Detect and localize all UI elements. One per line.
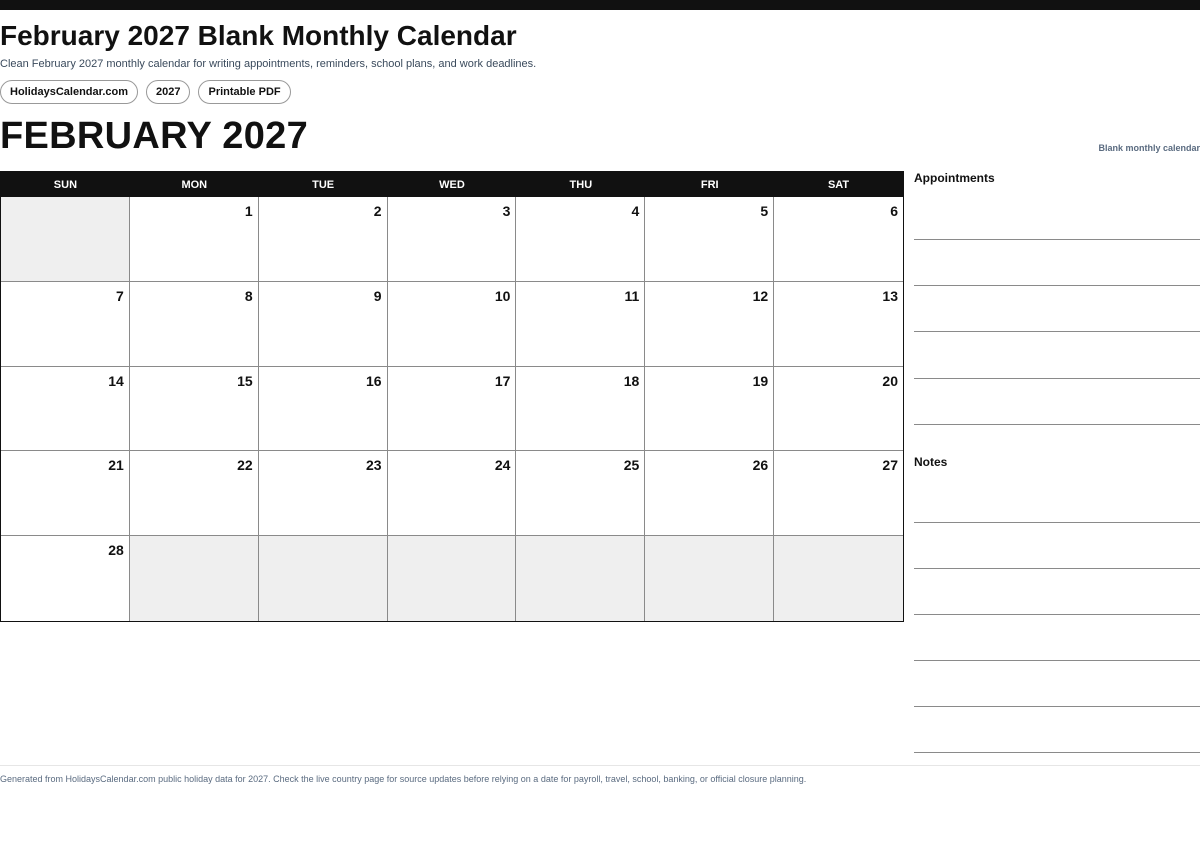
weekday-fri: FRI: [700, 179, 719, 191]
day-cell[interactable]: [1, 451, 130, 536]
day-cell[interactable]: [388, 367, 517, 452]
day-number: 18: [623, 372, 640, 389]
day-grid: [0, 197, 904, 622]
appointment-line[interactable]: [914, 378, 1200, 379]
day-cell[interactable]: [774, 197, 903, 282]
day-cell[interactable]: [130, 282, 259, 367]
day-cell[interactable]: [1, 282, 130, 367]
day-number: 22: [237, 457, 253, 474]
day-number: 26: [752, 457, 769, 474]
day-cell[interactable]: [516, 197, 645, 282]
appointment-line[interactable]: [914, 285, 1200, 286]
day-cell[interactable]: [516, 282, 645, 367]
day-number: 20: [882, 372, 898, 389]
day-cell[interactable]: [388, 282, 517, 367]
day-number: 1: [244, 203, 253, 219]
notes-line[interactable]: [914, 660, 1200, 661]
day-cell[interactable]: [1, 536, 130, 621]
weekday-sat: SAT: [827, 179, 850, 191]
empty-day-cell: [1, 197, 130, 282]
day-number: 15: [237, 372, 253, 389]
day-cell[interactable]: [516, 451, 645, 536]
day-number: 9: [373, 287, 382, 304]
footer-divider: [0, 765, 1200, 766]
footer-note: Generated from HolidaysCalendar.com public holiday data for 2027. Check the live country page for source updates before relying on a date for payroll, travel, school, banking, or official closure planning.: [0, 774, 807, 784]
empty-day-cell: [388, 536, 517, 621]
day-number: 27: [882, 457, 898, 474]
empty-day-cell: [645, 536, 774, 621]
appointment-line[interactable]: [914, 239, 1200, 240]
day-number: 5: [760, 203, 769, 219]
day-number: 6: [890, 203, 898, 219]
day-cell[interactable]: [1, 367, 130, 452]
empty-day-cell: [516, 536, 645, 621]
day-cell[interactable]: [130, 451, 259, 536]
weekday-header-row: [0, 171, 904, 197]
weekday-sun: SUN: [53, 179, 78, 191]
empty-day-cell: [130, 536, 259, 621]
weekday-wed: WED: [439, 179, 465, 191]
day-number: 14: [108, 372, 124, 389]
day-cell[interactable]: [130, 197, 259, 282]
day-number: 10: [494, 287, 511, 304]
day-number: 13: [882, 287, 898, 304]
day-cell[interactable]: [388, 197, 517, 282]
notes-line[interactable]: [914, 752, 1200, 753]
empty-day-cell: [774, 536, 903, 621]
day-cell[interactable]: [645, 367, 774, 452]
day-cell[interactable]: [645, 197, 774, 282]
weekday-tue: TUE: [312, 179, 335, 191]
page-subtitle: Clean February 2027 monthly calendar for writing appointments, reminders, school plans, and work deadlines.: [0, 58, 537, 70]
day-number: 12: [752, 287, 769, 304]
day-cell[interactable]: [388, 451, 517, 536]
tag-year-link[interactable]: 2027: [146, 80, 190, 104]
top-bar: [0, 0, 1200, 10]
day-cell[interactable]: [259, 197, 388, 282]
month-heading: FEBRUARY 2027: [0, 115, 309, 157]
day-number: 8: [244, 287, 253, 304]
day-number: 11: [624, 287, 640, 304]
day-number: 3: [502, 203, 511, 219]
day-cell[interactable]: [259, 282, 388, 367]
appointment-line[interactable]: [914, 424, 1200, 425]
calendar-caption: Blank monthly calendar: [1098, 143, 1200, 153]
tag-list: [0, 80, 291, 104]
day-number: 4: [631, 203, 640, 219]
day-cell[interactable]: [774, 282, 903, 367]
day-number: 7: [116, 287, 124, 304]
day-cell[interactable]: [259, 367, 388, 452]
day-number: 21: [108, 457, 124, 474]
notes-line[interactable]: [914, 706, 1200, 707]
day-cell[interactable]: [774, 451, 903, 536]
appointments-heading: Appointments: [914, 171, 995, 185]
day-number: 16: [365, 372, 382, 389]
weekday-thu: THU: [569, 179, 593, 191]
day-number: 28: [108, 542, 124, 559]
day-cell[interactable]: [645, 282, 774, 367]
page-title: February 2027 Blank Monthly Calendar: [0, 20, 517, 51]
notes-line[interactable]: [914, 614, 1200, 615]
tag-site-link[interactable]: HolidaysCalendar.com: [0, 80, 138, 104]
month-calendar: [0, 171, 904, 622]
day-number: 25: [623, 457, 640, 474]
day-cell[interactable]: [516, 367, 645, 452]
day-number: 24: [494, 457, 511, 474]
day-cell[interactable]: [130, 367, 259, 452]
notes-line[interactable]: [914, 568, 1200, 569]
empty-day-cell: [259, 536, 388, 621]
day-number: 19: [752, 372, 769, 389]
appointment-line[interactable]: [914, 331, 1200, 332]
day-cell[interactable]: [774, 367, 903, 452]
day-number: 17: [494, 372, 511, 389]
day-number: 23: [365, 457, 382, 474]
day-cell[interactable]: [645, 451, 774, 536]
day-number: 2: [373, 203, 382, 219]
weekday-mon: MON: [181, 179, 208, 191]
notes-heading: Notes: [914, 455, 948, 469]
day-cell[interactable]: [259, 451, 388, 536]
notes-line[interactable]: [914, 522, 1200, 523]
tag-printable-pdf-link[interactable]: Printable PDF: [198, 80, 290, 104]
